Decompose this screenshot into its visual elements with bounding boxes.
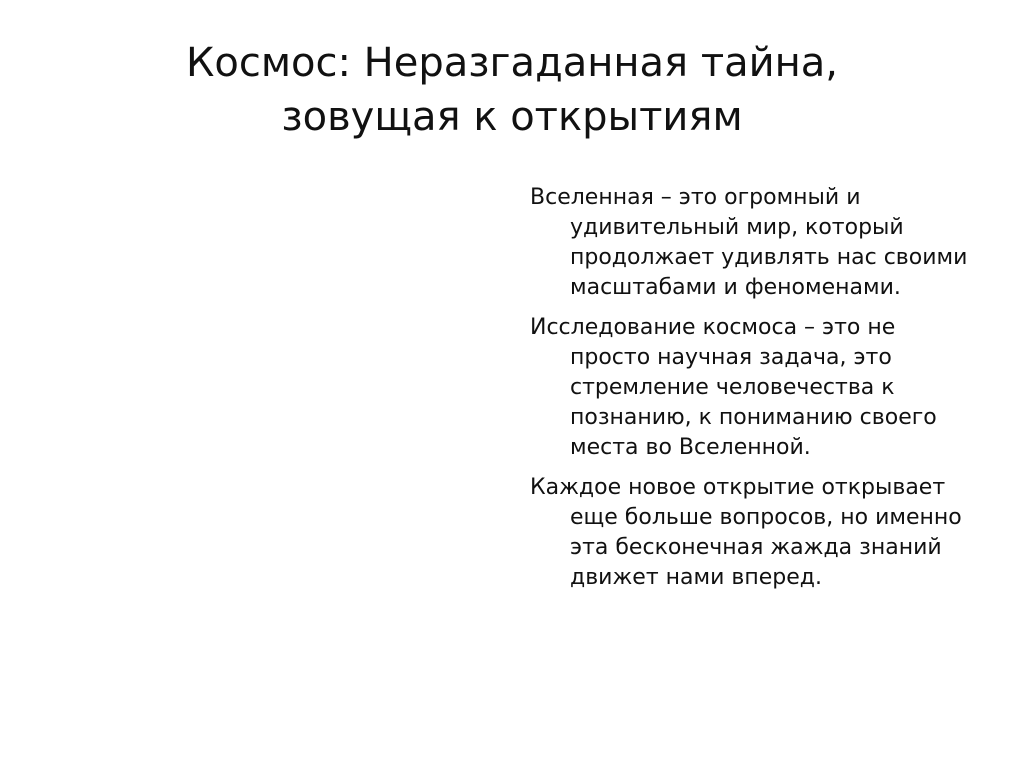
paragraph-space-research: Исследование космоса – это не просто научная задача, это стремление человечества к познанию, к пониманию своего места во Вселенной.	[530, 315, 937, 460]
slide-title	[60, 36, 964, 144]
slide-body-text	[530, 183, 970, 603]
paragraph-discovery: Каждое новое открытие открывает еще больше вопросов, но именно эта бесконечная жажда знаний движет нами вперед.	[530, 475, 962, 590]
slide-title-line-1: Космос: Неразгаданная тайна,	[185, 40, 839, 86]
slide-title-line-2: зовущая к открытиям	[281, 94, 743, 140]
paragraph-universe: Вселенная – это огромный и удивительный мир, который продолжает удивлять нас своими масштабами и феноменами.	[530, 185, 968, 300]
